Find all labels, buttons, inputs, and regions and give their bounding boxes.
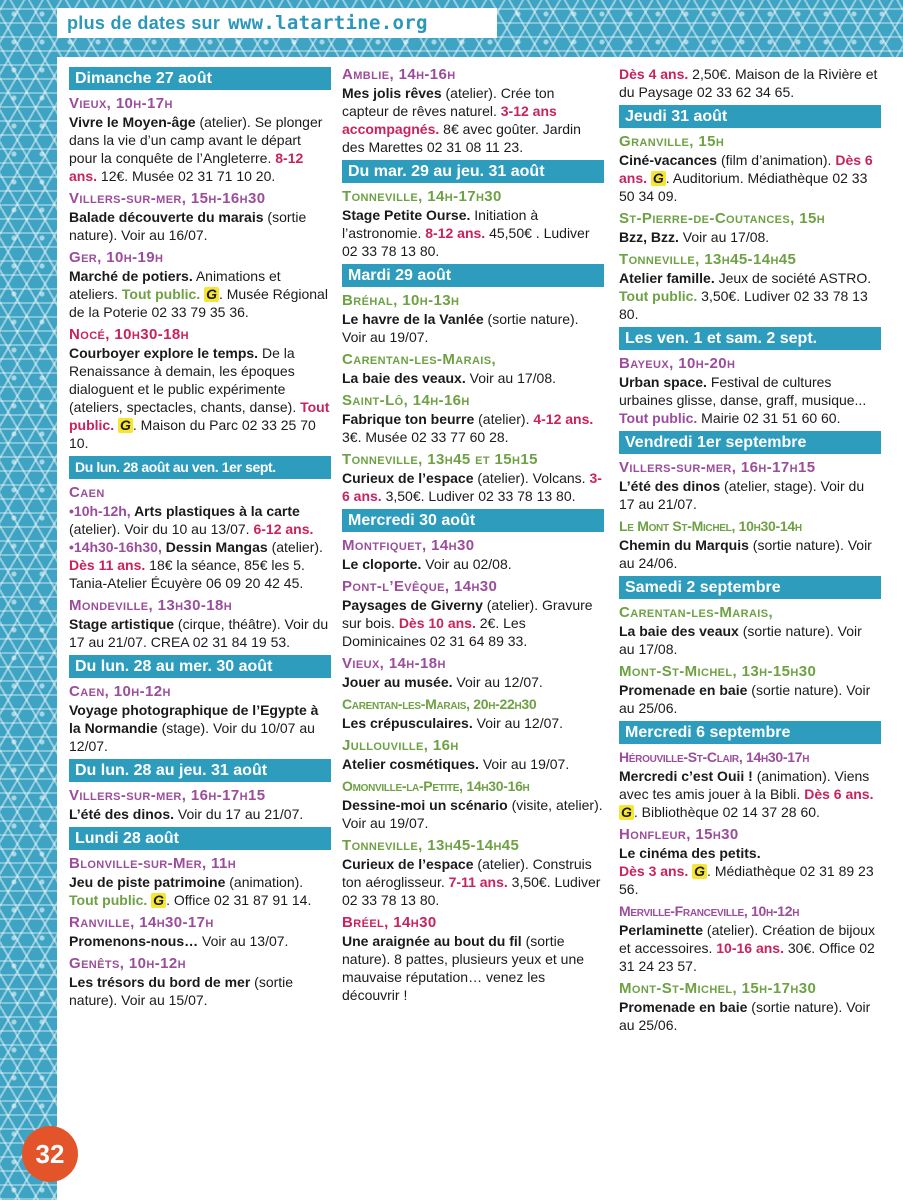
event <box>69 682 331 755</box>
event-title: Curieux de l’espace <box>342 470 474 486</box>
event <box>69 248 331 321</box>
event <box>619 662 881 717</box>
event-title: Fabrique ton beurre <box>342 411 475 427</box>
event-title: Une araignée au bout du fil <box>342 933 522 949</box>
event <box>342 695 604 732</box>
event <box>619 603 881 658</box>
event-desc: Voir au 19/07. <box>478 756 570 772</box>
event-desc: Animations et ateliers. <box>69 268 281 302</box>
event-desc: Voir au 13/07. <box>198 933 289 949</box>
free-badge: G <box>652 170 664 186</box>
website-link[interactable]: www.latartine.org <box>228 12 428 34</box>
event-title: Atelier famille. <box>619 270 715 286</box>
event-desc: (atelier). Création de bijoux et accessoires. <box>619 922 876 956</box>
event-town: Genêts, 10h-12h <box>69 955 186 972</box>
event-desc: (sortie nature). 8 pattes, plusieurs yeux et une mauvaise réputation… venez les découvrir ! <box>342 933 585 1003</box>
age-range: Dès 11 ans. <box>69 557 146 573</box>
event <box>69 483 331 592</box>
date-header: Mardi 29 août <box>342 264 604 287</box>
event-desc: De la Renaissance à demain, les époques dialoguent et le public expérimente (ateliers, spectacles, chants, danse). <box>69 345 301 415</box>
event-town: Ger, 10h-19h <box>69 249 164 266</box>
event <box>69 325 331 452</box>
event-title: Courboyer explore le temps. <box>69 345 259 361</box>
free-badge: G <box>621 804 632 820</box>
event-info: 3,50€. Ludiver 02 33 78 13 80. <box>342 874 601 908</box>
event-desc: (sortie nature). Voir au 19/07. <box>342 311 579 345</box>
age-range: 3-6 ans. <box>342 470 602 504</box>
event-desc: (animation). Viens avec tes amis jouer à la Bibli. <box>619 768 870 802</box>
date-header: Vendredi 1er septembre <box>619 431 881 454</box>
date-header: Mercredi 6 septembre <box>619 721 881 744</box>
event-title: Les crépusculaires. <box>342 715 473 731</box>
event-title: Urban space. <box>619 374 707 390</box>
event-town: Carentan-les-Marais, <box>342 351 497 368</box>
event <box>342 350 604 387</box>
age-range: Dès 6 ans. <box>804 786 874 802</box>
event <box>69 954 331 1009</box>
event-desc: (atelier). Construis ton aéroglisseur. <box>342 856 592 890</box>
audience: Tout public. <box>619 410 698 426</box>
event-desc: (atelier). Se plonger dans la vie d’un camp avant le départ pour la conquête de l’Angleterre. <box>69 114 323 166</box>
event-desc: Voir au 12/07. <box>472 715 564 731</box>
event-town: Ranville, 14h30-17h <box>69 914 214 931</box>
event-info: 3,50€. Ludiver 02 33 78 13 80. <box>381 488 576 504</box>
event-desc: (atelier). Voir du 10 au 13/07. <box>69 521 254 537</box>
event-desc: Initiation à l’astronomie. <box>342 207 539 241</box>
event-title: Balade découverte du marais <box>69 209 264 225</box>
event-title: Stage Petite Ourse. <box>342 207 471 223</box>
date-header: Mercredi 30 août <box>342 509 604 532</box>
event <box>342 777 604 832</box>
event <box>619 354 881 427</box>
event-title: Bzz, Bzz. <box>619 229 679 245</box>
column-1 <box>69 65 331 1013</box>
event-town: Montfiquet, 14h30 <box>342 537 475 554</box>
event-town: Tonneville, 13h45-14h45 <box>342 837 520 854</box>
event-desc: Festival de cultures urbaines glisse, danse, graff, musique... <box>619 374 867 408</box>
event-desc: (atelier, stage). Voir du 17 au 21/07. <box>619 478 865 512</box>
event <box>619 902 881 975</box>
event-title: Marché de potiers. <box>69 268 193 284</box>
date-header: Du mar. 29 au jeu. 31 août <box>342 160 604 183</box>
event-desc: (atelier). Gravure sur bois. <box>342 597 593 631</box>
event-title: La baie des veaux <box>619 623 739 639</box>
free-badge: G <box>694 863 706 879</box>
event-town: Granville, 15h <box>619 133 725 150</box>
event-title: Promenons-nous… <box>69 933 199 949</box>
page-number: 32 <box>22 1126 78 1182</box>
event-info: 3€. Musée 02 33 77 60 28. <box>342 429 509 445</box>
event-town: Mondeville, 13h30-18h <box>69 597 233 614</box>
event-town: Villers-sur-mer, 15h-16h30 <box>69 190 266 207</box>
age-range: Dès 6 ans. <box>619 152 873 186</box>
age-range: Dès 10 ans. <box>398 615 476 631</box>
event-info: 45,50€ . Ludiver 02 33 78 13 80. <box>342 225 590 259</box>
event-desc: Voir au 17/08. <box>678 229 770 245</box>
event-info: 12€. Musée 02 31 71 10 20. <box>97 168 276 184</box>
event-desc: (film d’animation). <box>717 152 836 168</box>
event <box>342 291 604 346</box>
event-town: Honfleur, 15h30 <box>619 826 739 843</box>
event-desc: (atelier). Crée ton capteur de rêves naturel. <box>342 85 555 119</box>
event-desc: (sortie nature). Voir au 25/06. <box>619 999 871 1033</box>
date-header: Samedi 2 septembre <box>619 576 881 599</box>
event-info: . Maison du Parc 02 33 25 70 10. <box>69 417 316 451</box>
event <box>69 189 331 244</box>
event-title: Paysages de Giverny <box>342 597 483 613</box>
date-header: Du lun. 28 au mer. 30 août <box>69 655 331 678</box>
event <box>69 94 331 185</box>
date-header: Jeudi 31 août <box>619 105 881 128</box>
event-town: Mont-St-Michel, 15h-17h30 <box>619 980 817 997</box>
event-title: Stage artistique <box>69 616 175 632</box>
age-range: Dès 3 ans. <box>619 863 689 879</box>
event-desc: (stage). Voir du 10/07 au 12/07. <box>69 720 315 754</box>
event-town: Le Mont St-Michel, 10h30-14h <box>619 518 802 534</box>
event-desc: Voir du 17 au 21/07. <box>174 806 304 822</box>
audience: Tout public. <box>121 286 201 302</box>
event-town: Carentan-les-Marais, <box>619 604 774 621</box>
event-desc: (atelier). <box>267 539 323 555</box>
event-title: L’été des dinos <box>619 478 721 494</box>
event-town: Vieux, 10h-17h <box>69 95 173 112</box>
event <box>342 391 604 446</box>
event-town: Nocé, 10h30-18h <box>69 326 189 343</box>
event <box>342 450 604 505</box>
audience: Tout public. <box>69 892 148 908</box>
event-desc: (sortie nature). Voir au 16/07. <box>69 209 307 243</box>
event-desc: (atelier). Volcans. <box>473 470 590 486</box>
audience: Tout public. <box>619 288 698 304</box>
event-desc: Voir au 02/08. <box>421 556 512 572</box>
event-desc: (animation). <box>225 874 304 890</box>
event-title: Dessine-moi un scénario <box>342 797 508 813</box>
event-desc: Voir au 17/08. <box>465 370 557 386</box>
age-range: 7-11 ans. <box>448 874 508 890</box>
event-desc: (sortie nature). Voir au 25/06. <box>619 682 871 716</box>
event <box>342 536 604 573</box>
event-town: Bréel, 14h30 <box>342 914 437 931</box>
free-badge: G <box>153 892 165 908</box>
event <box>342 654 604 691</box>
event-desc: Voir au 12/07. <box>452 674 543 690</box>
event <box>619 132 881 205</box>
event <box>69 913 331 950</box>
event-info: Mairie 02 31 51 60 60. <box>697 410 841 426</box>
event-town: St-Pierre-de-Coutances, 15h <box>619 210 826 227</box>
event-title: Arts plastiques à la carte <box>130 503 300 519</box>
age-range: 10-16 ans. <box>716 940 784 956</box>
event <box>619 209 881 246</box>
event-info: . Auditorium. Médiathèque 02 33 50 34 09. <box>619 170 868 204</box>
event-desc: (sortie nature). Voir au 15/07. <box>69 974 294 1008</box>
event-info: . Médiathèque 02 31 89 23 56. <box>619 863 874 897</box>
free-badge: G <box>206 286 217 302</box>
event-desc: (atelier). <box>474 411 534 427</box>
event <box>619 458 881 513</box>
date-header: Du lun. 28 au jeu. 31 août <box>69 759 331 782</box>
event-info: 18€ la séance, 85€ les 5. Tania-Atelier Écuyère 06 09 20 42 45. <box>69 557 305 591</box>
event-town: Tonneville, 14h-17h30 <box>342 188 502 205</box>
column-3 <box>619 65 881 1038</box>
event <box>342 65 604 156</box>
event-town: Carentan-les-Marais, 20h-22h30 <box>342 696 537 712</box>
event <box>69 596 331 651</box>
event-time: •10h-12h, <box>69 503 131 519</box>
agenda-page <box>57 57 903 1200</box>
event-town: Tonneville, 13h45-14h45 <box>619 251 797 268</box>
event-town: Merville-Franceville, 10h-12h <box>619 903 800 919</box>
event-title: Les trésors du bord de mer <box>69 974 251 990</box>
event <box>342 187 604 260</box>
event-info: 2,50€. Maison de la Rivière et du Paysage 02 33 62 34 65. <box>619 66 878 100</box>
event-town: Pont-l’Evêque, 14h30 <box>342 578 498 595</box>
free-badge: G <box>120 417 131 433</box>
event <box>619 250 881 323</box>
event-title: La baie des veaux. <box>342 370 466 386</box>
event-title: Jouer au musée. <box>342 674 453 690</box>
header-banner <box>57 8 497 38</box>
event-town: Bréhal, 10h-13h <box>342 292 460 309</box>
event-info: . Musée Régional de la Poterie 02 33 79 35 36. <box>69 286 328 320</box>
date-header: Les ven. 1 et sam. 2 sept. <box>619 327 881 350</box>
event <box>619 748 881 821</box>
event-title: Le cinéma des petits. <box>619 845 761 861</box>
event-info: 3,50€. Ludiver 02 33 78 13 80. <box>619 288 868 322</box>
event-time: •14h30-16h30, <box>69 539 162 555</box>
event-desc: (visite, atelier). Voir au 19/07. <box>342 797 603 831</box>
event-town: Jullouville, 16h <box>342 737 459 754</box>
event-title: Vivre le Moyen-âge <box>69 114 196 130</box>
event-title: Chemin du Marquis <box>619 537 749 553</box>
column-2 <box>342 65 604 1008</box>
event-town: Mont-St-Michel, 13h-15h30 <box>619 663 817 680</box>
event-title: Atelier cosmétiques. <box>342 756 479 772</box>
event-desc: (sortie nature). Voir au 24/06. <box>619 537 872 571</box>
event-town: Blonville-sur-Mer, 11h <box>69 855 237 872</box>
date-header: Dimanche 27 août <box>69 67 331 90</box>
age-range: 8-12 ans. <box>69 150 304 184</box>
event <box>342 836 604 909</box>
event-title: Dessin Mangas <box>161 539 268 555</box>
event <box>342 577 604 650</box>
event-title: Mercredi c’est Ouii ! <box>619 768 753 784</box>
age-range: 6-12 ans. <box>253 521 314 537</box>
event-town: Caen, 10h-12h <box>69 683 171 700</box>
event <box>619 979 881 1034</box>
event-town: Villers-sur-mer, 16h-17h15 <box>69 787 266 804</box>
event-title: Le cloporte. <box>342 556 422 572</box>
event <box>342 913 604 1004</box>
event-town: Tonneville, 13h45 et 15h15 <box>342 451 538 468</box>
event-info: 8€ avec goûter. Jardin des Marettes 02 31 08 11 23. <box>342 121 581 155</box>
date-header: Lundi 28 août <box>69 827 331 850</box>
event-title: Voyage photographique de l’Egypte à la Normandie <box>69 702 319 736</box>
event <box>619 825 881 898</box>
event-title: Promenade en baie <box>619 999 748 1015</box>
event <box>342 736 604 773</box>
event-title: Jeu de piste patrimoine <box>69 874 226 890</box>
event-title: L’été des dinos. <box>69 806 175 822</box>
event-title: Promenade en baie <box>619 682 748 698</box>
event-title: Curieux de l’espace <box>342 856 474 872</box>
event-title: Ciné-vacances <box>619 152 718 168</box>
header-prefix: plus de dates sur <box>67 12 221 33</box>
event-title: Perlaminette <box>619 922 704 938</box>
event-title: Mes jolis rêves <box>342 85 442 101</box>
event-desc: (cirque, théâtre). Voir du 17 au 21/07. CREA 02 31 84 19 53. <box>69 616 329 650</box>
event <box>619 517 881 572</box>
event-town: Caen <box>69 484 105 501</box>
age-range: Dès 4 ans. <box>619 66 689 82</box>
event-info: . Office 02 31 87 91 14. <box>166 892 312 908</box>
age-range: 8-12 ans. <box>425 225 486 241</box>
event-town: Amblie, 14h-16h <box>342 66 456 83</box>
event-town: Bayeux, 10h-20h <box>619 355 736 372</box>
event-desc: (sortie nature). Voir au 17/08. <box>619 623 862 657</box>
event-info: . Bibliothèque 02 14 37 28 60. <box>633 804 820 820</box>
event-town: Omonville-la-Petite, 14h30-16h <box>342 778 530 794</box>
event-town: Hérouville-St-Clair, 14h30-17h <box>619 749 810 765</box>
event <box>619 65 881 101</box>
event-desc: Jeux de société ASTRO. <box>714 270 872 286</box>
event <box>69 854 331 909</box>
date-header: Du lun. 28 août au ven. 1er sept. <box>69 456 331 479</box>
event-town: Villers-sur-mer, 16h-17h15 <box>619 459 816 476</box>
event-info: 2€. Les Dominicaines 02 31 64 89 33. <box>342 615 528 649</box>
event-info: 30€. Office 02 31 24 23 57. <box>619 940 875 974</box>
age-range: 3-12 ans accompagnés. <box>342 103 557 137</box>
event-town: Saint-Lô, 14h-16h <box>342 392 470 409</box>
audience: Tout public. <box>69 399 330 433</box>
event <box>69 786 331 823</box>
event-town: Vieux, 14h-18h <box>342 655 446 672</box>
age-range: 4-12 ans. <box>533 411 594 427</box>
event-title: Le havre de la Vanlée <box>342 311 484 327</box>
